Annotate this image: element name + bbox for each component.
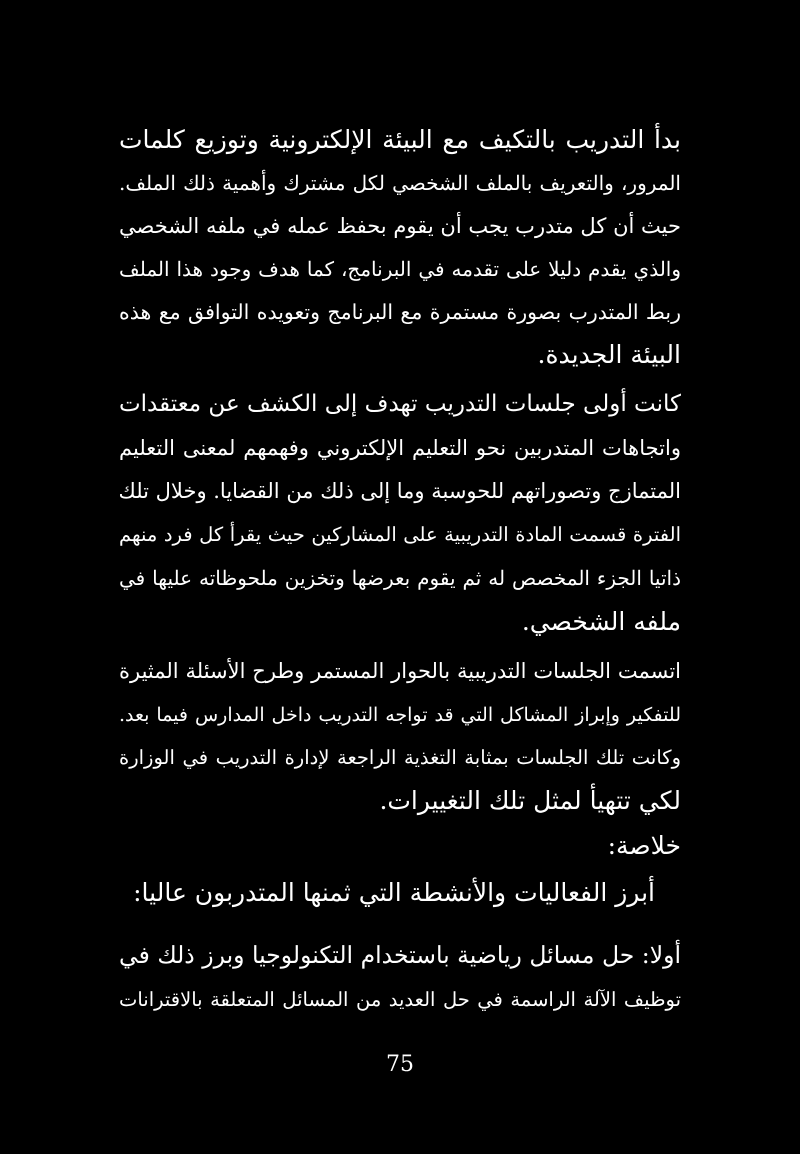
paragraph-3-line-4: لكي تتهيأ لمثل تلك التغييرات.: [379, 786, 681, 815]
paragraph-1-line-1: بدأ التدريب بالتكيف مع البيئة الإلكترونية وتوزيع كلمات: [119, 125, 681, 154]
paragraph-2-line-6: ملفه الشخصي.: [521, 607, 681, 636]
paragraph-3-line-1: اتسمت الجلسات التدريبية بالحوار المستمر وطرح الأسئلة المثيرة: [119, 659, 681, 683]
final-paragraph-line-1: أولا: حل مسائل رياضية باستخدام التكنولوجيا وبرز ذلك في: [119, 941, 681, 969]
paragraph-2-line-3: المتمازج وتصوراتهم للحوسبة وما إلى ذلك من القضايا. وخلال تلك: [119, 479, 681, 503]
paragraph-1-line-2: المرور، والتعريف بالملف الشخصي لكل مشترك وأهمية ذلك الملف.: [119, 171, 681, 195]
paragraph-2-line-2: واتجاهات المتدربين نحو التعليم الإلكتروني وفهمهم لمعنى التعليم: [119, 436, 681, 460]
final-paragraph-line-2: توظيف الآلة الراسمة في حل العديد من المسائل المتعلقة بالاقترانات: [119, 988, 681, 1011]
paragraph-1-line-4: والذي يقدم دليلا على تقدمه في البرنامج، كما هدف وجود هذا الملف: [119, 257, 681, 281]
paragraph-1-line-5: ربط المتدرب بصورة مستمرة مع البرنامج وتعويده التوافق مع هذه: [119, 300, 681, 324]
summary-heading: خلاصة:: [607, 831, 681, 860]
paragraph-2-line-5: ذاتيا الجزء المخصص له ثم يقوم بعرضها وتخزين ملحوظاته عليها في: [119, 566, 681, 590]
paragraph-1-line-3: حيث أن كل متدرب يجب أن يقوم بحفظ عمله في ملفه الشخصي: [119, 214, 681, 238]
subheading: أبرز الفعاليات والأنشطة التي ثمنها المتدربون عاليا:: [133, 878, 655, 907]
page-number: 75: [386, 1052, 414, 1077]
paragraph-2-line-1: كانت أولى جلسات التدريب تهدف إلى الكشف عن معتقدات: [119, 391, 681, 417]
paragraph-3-line-2: للتفكير وإبراز المشاكل التي قد تواجه التدريب داخل المدارس فيما بعد.: [119, 704, 681, 726]
paragraph-1-line-6: البيئة الجديدة.: [537, 340, 681, 369]
paragraph-2-line-4: الفترة قسمت المادة التدريبية على المشاركين حيث يقرأ كل فرد منهم: [119, 523, 681, 546]
paragraph-3-line-3: وكانت تلك الجلسات بمثابة التغذية الراجعة لإدارة التدريب في الوزارة: [119, 746, 681, 769]
